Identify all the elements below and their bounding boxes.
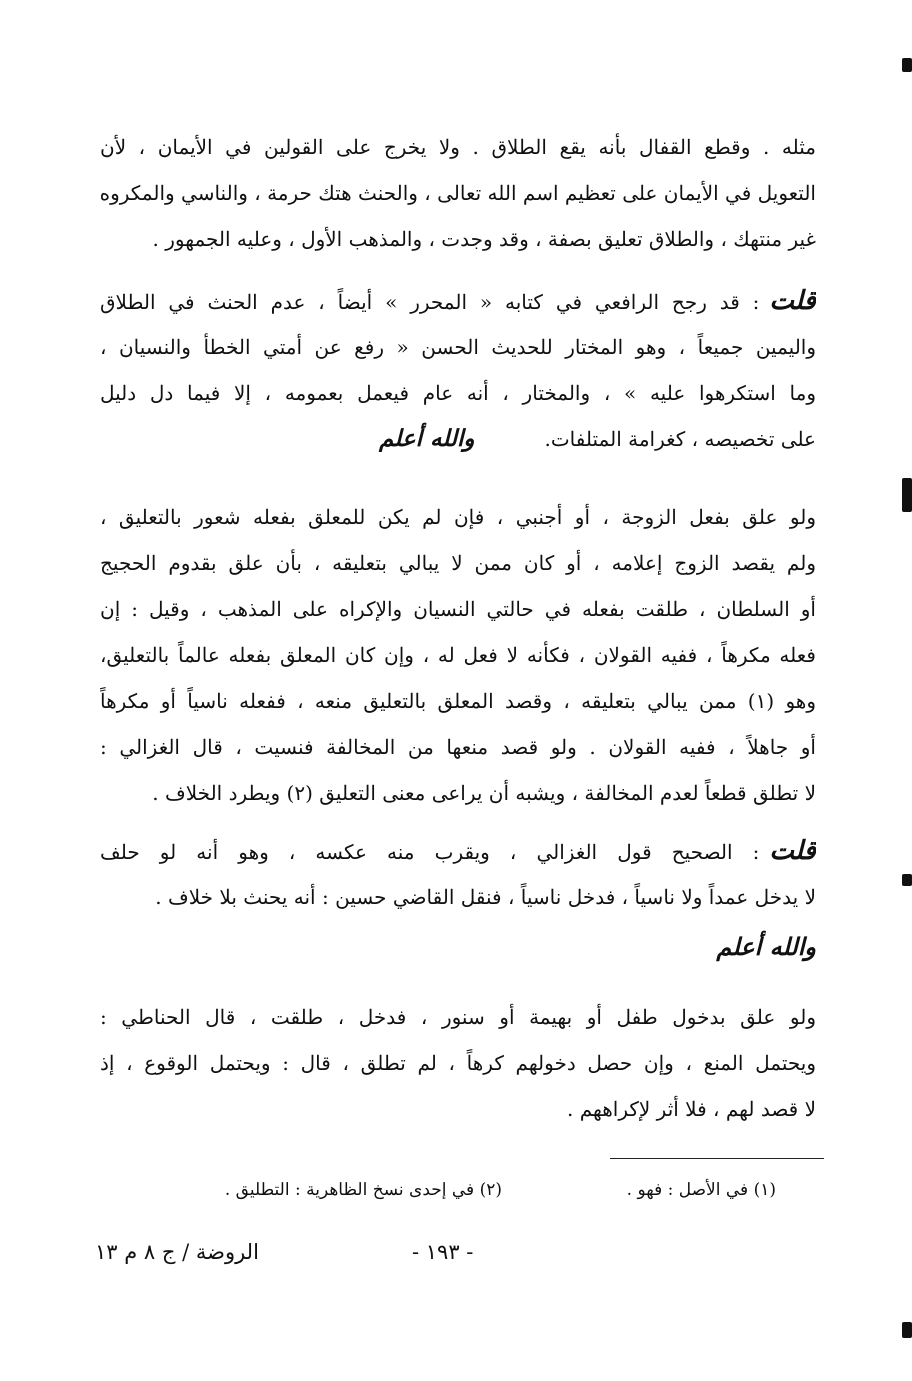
scan-edge-mark xyxy=(902,478,912,512)
paragraph-2 xyxy=(100,278,816,462)
footnote-2: (٢) في إحدى نسخ الظاهرية : التطليق . xyxy=(224,1180,502,1200)
text-line: التعويل في الأيمان على تعظيم اسم الله تعالى ، والحنث هتك حرمة ، والناسي والمكروه xyxy=(100,181,816,205)
text-line xyxy=(100,416,816,462)
paragraph-1 xyxy=(100,124,816,262)
paragraph-3 xyxy=(100,494,816,816)
signature-mark: الروضة / ج ٨ م ١٣ xyxy=(95,1240,259,1264)
text-line: لا قصد لهم ، فلا أثر لإكراههم . xyxy=(567,1097,816,1121)
text-line: وهو (١) ممن يبالي بتعليقه ، وقصد المعلق بالتعليق منعه ، ففعله ناسياً أو مكرهاً xyxy=(100,689,816,713)
text-line: أو السلطان ، طلقت بفعله في حالتي النسيان والإكراه على المذهب ، وقيل : إن xyxy=(100,597,816,621)
scan-edge-mark xyxy=(902,1322,912,1338)
footnote-separator xyxy=(610,1158,824,1159)
qult-heading: قلت xyxy=(769,836,816,866)
text-line: لا تطلق قطعاً لعدم المخالفة ، ويشبه أن يراعى معنى التعليق (٢) ويطرد الخلاف . xyxy=(152,781,816,805)
qult-heading: قلت xyxy=(769,286,816,316)
page-number: - ١٩٣ - xyxy=(412,1240,474,1264)
text-line: أو جاهلاً ، ففيه القولان . ولو قصد منعها من المخالفة فنسيت ، قال الغزالي : xyxy=(100,735,816,759)
paragraph-4 xyxy=(100,828,816,920)
text-line: ولو علق بفعل الزوجة ، أو أجنبي ، فإن لم يكن للمعلق بفعله شعور بالتعليق ، xyxy=(100,505,816,529)
text-line: مثله . وقطع القفال بأنه يقع الطلاق . ولا يخرج على القولين في الأيمان ، لأن xyxy=(100,135,816,159)
text-run: : قد رجح الرافعي في كتابه « المحرر » أيضاً ، عدم الحنث في الطلاق xyxy=(100,290,760,314)
text-run: على تخصيصه ، كغرامة المتلفات. xyxy=(544,427,816,451)
text-line: ولم يقصد الزوج إعلامه ، أو كان ممن لا يبالي بتعليقه ، بأن علق بقدوم الحجيج xyxy=(100,551,816,575)
text-line: ويحتمل المنع ، وإن حصل دخولهم كرهاً ، لم تطلق ، قال : ويحتمل الوقوع ، إذ xyxy=(100,1051,816,1075)
text-line: واليمين جميعاً ، وهو المختار للحديث الحسن « رفع عن أمتي الخطأ والنسيان ، xyxy=(100,335,816,359)
scan-edge-mark xyxy=(902,874,912,886)
text-line xyxy=(100,828,816,874)
text-line xyxy=(100,278,816,324)
text-line: فعله مكرهاً ، ففيه القولان ، فكأنه لا فعل له ، وإن كان المعلق بفعله عالماً بالتعليق، xyxy=(100,643,816,667)
closing-formula: والله أعلم xyxy=(379,425,475,452)
text-line: لا يدخل عمداً ولا ناسياً ، فدخل ناسياً ، فنقل القاضي حسين : أنه يحنث بلا خلاف . xyxy=(155,885,816,909)
paragraph-5 xyxy=(100,994,816,1132)
closing-formula: والله أعلم xyxy=(716,932,816,961)
footnote-1: (١) في الأصل : فهو . xyxy=(626,1180,776,1200)
text-line: غير منتهك ، والطلاق تعليق بصفة ، وقد وجدت ، والمذهب الأول ، وعليه الجمهور . xyxy=(152,227,816,251)
text-line: ولو علق بدخول طفل أو بهيمة أو سنور ، فدخل ، طلقت ، قال الحناطي : xyxy=(100,1005,816,1029)
text-line: وما استكرهوا عليه » ، والمختار ، أنه عام فيعمل بعمومه ، إلا فيما دل دليل xyxy=(100,381,816,405)
text-run: : الصحيح قول الغزالي ، ويقرب منه عكسه ، وهو أنه لو حلف xyxy=(100,840,760,864)
scan-edge-mark xyxy=(902,58,912,72)
